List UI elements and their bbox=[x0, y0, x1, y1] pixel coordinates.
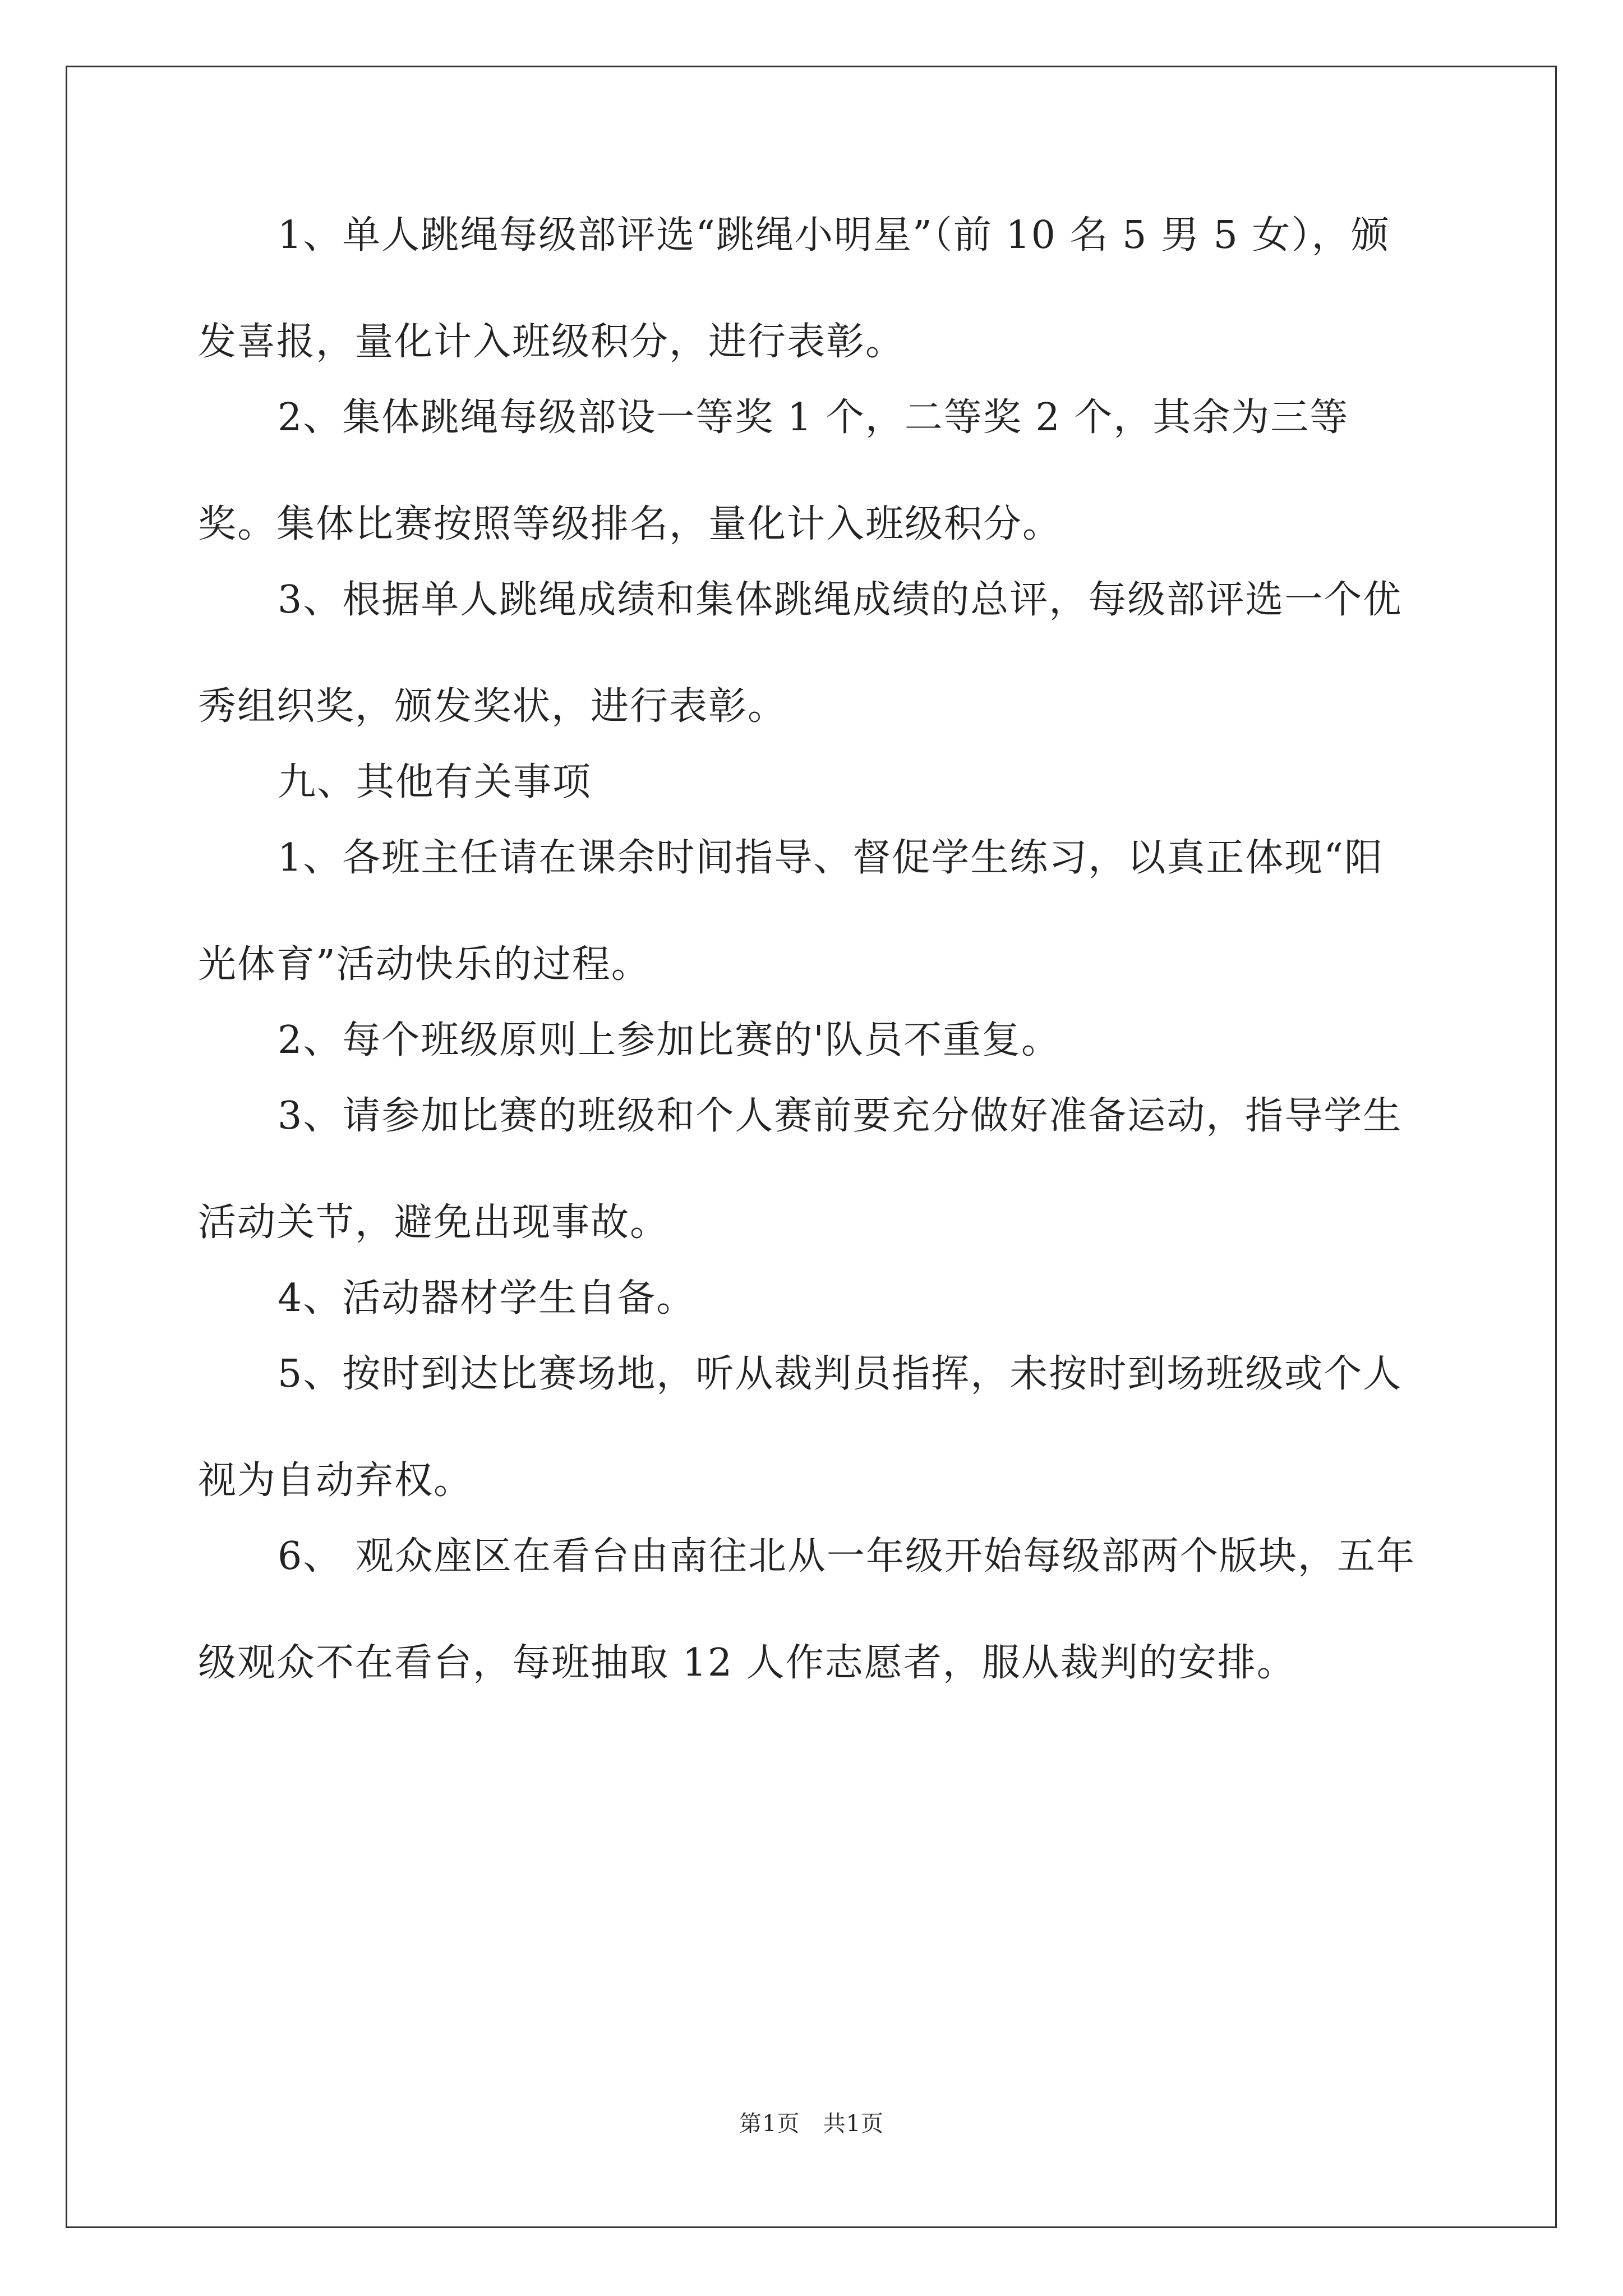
paragraph-award-organization: 3、根据单人跳绳成绩和集体跳绳成绩的总评，每级部评选一个优秀组织奖，颁发奖状，进行表彰。 bbox=[198, 578, 1403, 729]
paragraph-matter-6: 6、 观众座区在看台由南往北从一年级开始每级部两个版块，五年级观众不在看台，每班抽取 12 人作志愿者，服从裁判的安排。 bbox=[198, 1534, 1415, 1685]
section-heading-other-matters: 九、其他有关事项 bbox=[278, 760, 592, 804]
paragraph-matter-4: 4、活动器材学生自备。 bbox=[278, 1276, 696, 1320]
page-number: 第1页 bbox=[739, 2111, 800, 2137]
paragraph-award-individual: 1、单人跳绳每级部评选“跳绳小明星”（前 10 名 5 男 5 女），颁发喜报，量化计入班级积分，进行表彰。 bbox=[198, 213, 1390, 364]
paragraph-matter-2: 2、每个班级原则上参加比赛的'队员不重复。 bbox=[278, 1018, 1061, 1062]
document-body bbox=[198, 213, 1421, 1717]
page-footer bbox=[0, 2106, 1623, 2138]
paragraph-matter-5: 5、按时到达比赛场地，听从裁判员指挥，未按时到场班级或个人视为自动弃权。 bbox=[198, 1352, 1403, 1503]
paragraph-matter-3: 3、请参加比赛的班级和个人赛前要充分做好准备运动，指导学生活动关节，避免出现事故。 bbox=[198, 1094, 1403, 1245]
page-total: 共1页 bbox=[823, 2111, 884, 2137]
paragraph-award-group: 2、集体跳绳每级部设一等奖 1 个，二等奖 2 个，其余为三等奖。集体比赛按照等级排名，量化计入班级积分。 bbox=[198, 395, 1349, 546]
paragraph-matter-1: 1、各班主任请在课余时间指导、督促学生练习，以真正体现“阳光体育”活动快乐的过程。 bbox=[198, 836, 1384, 987]
